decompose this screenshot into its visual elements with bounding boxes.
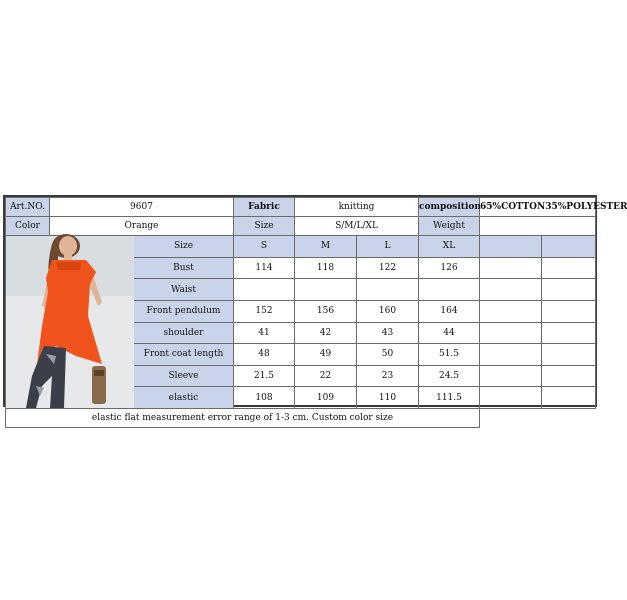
empty-header-cell bbox=[542, 236, 596, 258]
empty-cell bbox=[480, 300, 542, 322]
size-chart-sheet bbox=[3, 195, 627, 423]
cell: 164 bbox=[419, 300, 480, 322]
row-label-bust: Bust bbox=[134, 257, 234, 279]
cell: 51.5 bbox=[419, 344, 480, 366]
empty-cell bbox=[480, 365, 542, 387]
empty-header-cell bbox=[480, 236, 542, 258]
row-label-sleeve: Sleeve bbox=[134, 365, 234, 387]
cell bbox=[357, 279, 419, 301]
cell: 43 bbox=[357, 322, 419, 344]
color-label: Color bbox=[6, 217, 50, 236]
cell bbox=[295, 279, 357, 301]
composition-label: composition bbox=[419, 198, 480, 217]
cell: 156 bbox=[295, 300, 357, 322]
empty-cell bbox=[542, 344, 596, 366]
fabric-value: knitting bbox=[295, 198, 419, 217]
cell bbox=[234, 279, 295, 301]
cell: 48 bbox=[234, 344, 295, 366]
cell: 160 bbox=[357, 300, 419, 322]
row-label-front-coat-length: Front coat length bbox=[134, 344, 234, 366]
cell: 21.5 bbox=[234, 365, 295, 387]
sizes-value: S/M/L/XL bbox=[295, 217, 419, 236]
size-label: Size bbox=[234, 217, 295, 236]
empty-cell bbox=[542, 365, 596, 387]
measurement-note: elastic flat measurement error range of 1-3 cm. Custom color size bbox=[6, 409, 480, 428]
cell: 108 bbox=[234, 387, 295, 409]
cell: 114 bbox=[234, 257, 295, 279]
size-col-xl: XL bbox=[419, 236, 480, 258]
row-label-elastic: elastic bbox=[134, 387, 234, 409]
size-column-header: Size bbox=[134, 236, 234, 258]
model-photo bbox=[6, 236, 134, 409]
cell: 109 bbox=[295, 387, 357, 409]
empty-cell bbox=[542, 257, 596, 279]
cell: 110 bbox=[357, 387, 419, 409]
cell: 152 bbox=[234, 300, 295, 322]
size-col-s: S bbox=[234, 236, 295, 258]
row-label-shoulder: shoulder bbox=[134, 322, 234, 344]
fabric-label: Fabric bbox=[234, 198, 295, 217]
info-row-1 bbox=[6, 198, 596, 217]
cell: 49 bbox=[295, 344, 357, 366]
art-no-label: Art.NO. bbox=[6, 198, 50, 217]
cell: 126 bbox=[419, 257, 480, 279]
size-header-row bbox=[6, 236, 596, 258]
empty-cell bbox=[480, 387, 542, 409]
info-row-2 bbox=[6, 217, 596, 236]
color-value: Orange bbox=[50, 217, 234, 236]
cell: 42 bbox=[295, 322, 357, 344]
cell: 111.5 bbox=[419, 387, 480, 409]
weight-label: Weight bbox=[419, 217, 480, 236]
empty-cell bbox=[542, 387, 596, 409]
cell: 24.5 bbox=[419, 365, 480, 387]
composition-value: 65%COTTON35%POLYESTER bbox=[480, 198, 596, 217]
empty-cell bbox=[480, 344, 542, 366]
row-label-waist: Waist bbox=[134, 279, 234, 301]
empty-cell bbox=[542, 279, 596, 301]
empty-cell bbox=[480, 322, 542, 344]
empty-cell bbox=[542, 322, 596, 344]
empty-cell bbox=[480, 257, 542, 279]
size-col-l: L bbox=[357, 236, 419, 258]
model-photo-svg bbox=[6, 236, 134, 408]
empty-cell bbox=[542, 300, 596, 322]
cell: 122 bbox=[357, 257, 419, 279]
art-no-value: 9607 bbox=[50, 198, 234, 217]
cell: 50 bbox=[357, 344, 419, 366]
cell: 118 bbox=[295, 257, 357, 279]
cell: 44 bbox=[419, 322, 480, 344]
cell: 23 bbox=[357, 365, 419, 387]
size-col-m: M bbox=[295, 236, 357, 258]
cell: 41 bbox=[234, 322, 295, 344]
cell bbox=[419, 279, 480, 301]
row-label-front-pendulum: Front pendulum bbox=[134, 300, 234, 322]
empty-cell bbox=[480, 279, 542, 301]
model-photo-image bbox=[6, 236, 133, 408]
note-row bbox=[6, 409, 596, 428]
size-chart-table bbox=[5, 197, 627, 428]
weight-value bbox=[480, 217, 596, 236]
cell: 22 bbox=[295, 365, 357, 387]
